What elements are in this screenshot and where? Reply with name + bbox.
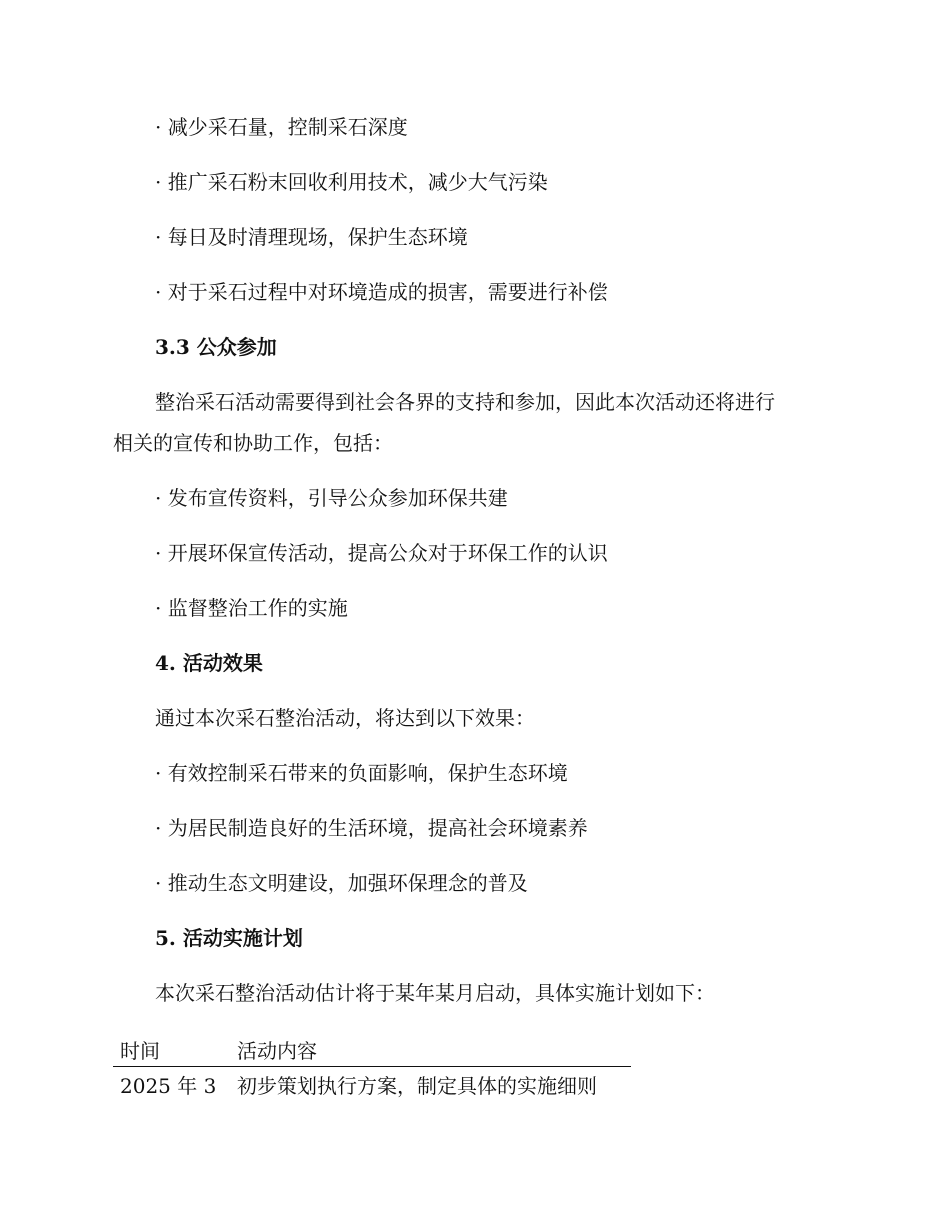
table-cell: 初步策划执行方案，制定具体的实施细则 (237, 1073, 597, 1098)
list-item: · 推广采石粉末回收利用技术，减少大气污染 (155, 170, 548, 194)
table-header-row (113, 1032, 631, 1067)
list-item: · 对于采石过程中对环境造成的损害，需要进行补偿 (155, 280, 608, 304)
list-item: · 发布宣传资料，引导公众参加环保共建 (155, 486, 508, 510)
paragraph-line: 本次采石整治活动估计将于某年某月启动，具体实施计划如下： (155, 981, 715, 1005)
schedule-table (113, 1032, 631, 1101)
table-row (113, 1067, 631, 1102)
table-header-cell: 活动内容 (237, 1032, 631, 1067)
list-item: · 为居民制造良好的生活环境，提高社会环境素养 (155, 816, 588, 840)
list-item: · 每日及时清理现场，保护生态环境 (155, 225, 468, 249)
section-heading-5: 5. 活动实施计划 (155, 926, 303, 950)
list-item: · 开展环保宣传活动，提高公众对于环保工作的认识 (155, 541, 608, 565)
list-item: · 减少采石量，控制采石深度 (155, 115, 408, 139)
paragraph-line: 相关的宣传和协助工作，包括： (113, 431, 393, 455)
paragraph-line: 通过本次采石整治活动，将达到以下效果： (155, 706, 535, 730)
list-item: · 有效控制采石带来的负面影响，保护生态环境 (155, 761, 568, 785)
table-cell: 2025 年 3 (120, 1073, 217, 1098)
list-item: · 监督整治工作的实施 (155, 596, 348, 620)
section-heading-4: 4. 活动效果 (155, 651, 263, 675)
section-heading-3-3: 3.3 公众参加 (155, 335, 277, 359)
paragraph-line: 整治采石活动需要得到社会各界的支持和参加，因此本次活动还将进行 (155, 390, 775, 414)
table-header-cell: 时间 (113, 1032, 237, 1067)
list-item: · 推动生态文明建设，加强环保理念的普及 (155, 871, 528, 895)
